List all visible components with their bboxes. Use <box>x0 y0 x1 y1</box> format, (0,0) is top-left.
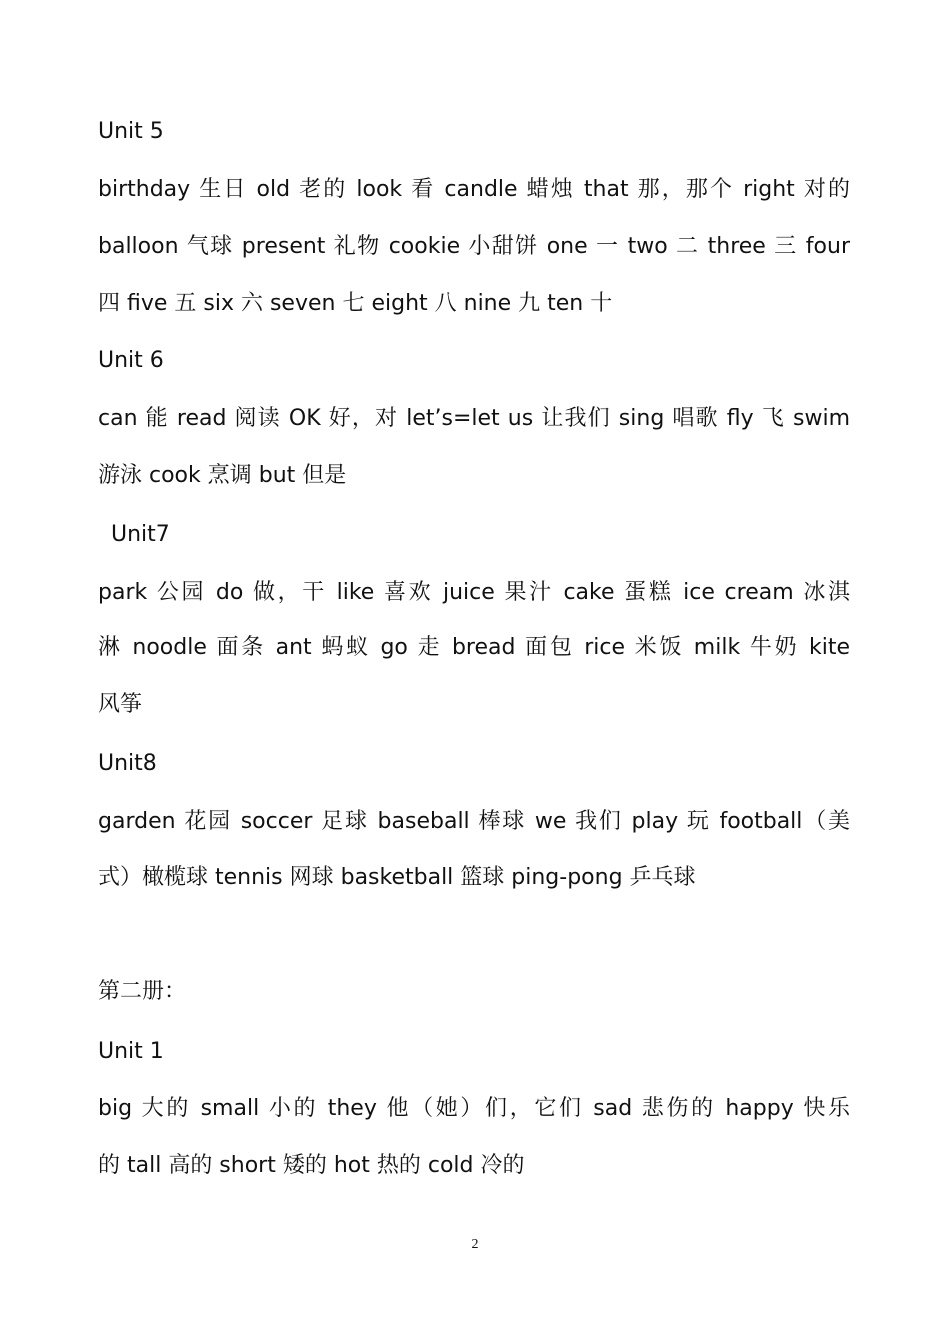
vocab-line: 式）橄榄球 tennis 网球 basketball 篮球 ping-pong 乒乓球 <box>98 865 696 890</box>
page-number: 2 <box>471 1237 479 1252</box>
unit-5-heading: Unit 5 <box>98 119 164 144</box>
vocab-line: 四 five 五 six 六 seven 七 eight 八 nine 九 ten 十 <box>98 291 613 316</box>
vocab-line: can 能 read 阅读 OK 好，对 let’s=let us 让我们 sing 唱歌 fly 飞 swim <box>98 406 850 431</box>
vocab-line: park 公园 do 做，干 like 喜欢 juice 果汁 cake 蛋糕 ice cream 冰淇 <box>98 580 850 605</box>
vocab-line: 淋 noodle 面条 ant 蚂蚁 go 走 bread 面包 rice 米饭 milk 牛奶 kite <box>98 635 850 660</box>
unit-1-heading: Unit 1 <box>98 1039 164 1064</box>
book-2-heading: 第二册： <box>98 979 187 1004</box>
unit-8-heading: Unit8 <box>98 751 157 776</box>
vocab-line: 游泳 cook 烹调 but 但是 <box>98 463 347 488</box>
vocab-line: balloon 气球 present 礼物 cookie 小甜饼 one 一 two 二 three 三 four <box>98 234 850 259</box>
vocab-line: 的 tall 高的 short 矮的 hot 热的 cold 冷的 <box>98 1153 525 1178</box>
unit-7-heading: Unit7 <box>111 522 170 547</box>
unit-6-heading: Unit 6 <box>98 348 164 373</box>
vocab-line: 风筝 <box>98 692 143 717</box>
vocab-line: garden 花园 soccer 足球 baseball 棒球 we 我们 play 玩 football（美 <box>98 809 850 834</box>
vocab-line: big 大的 small 小的 they 他（她）们，它们 sad 悲伤的 happy 快乐 <box>98 1096 850 1121</box>
vocab-line: birthday 生日 old 老的 look 看 candle 蜡烛 that 那，那个 right 对的 <box>98 177 850 202</box>
